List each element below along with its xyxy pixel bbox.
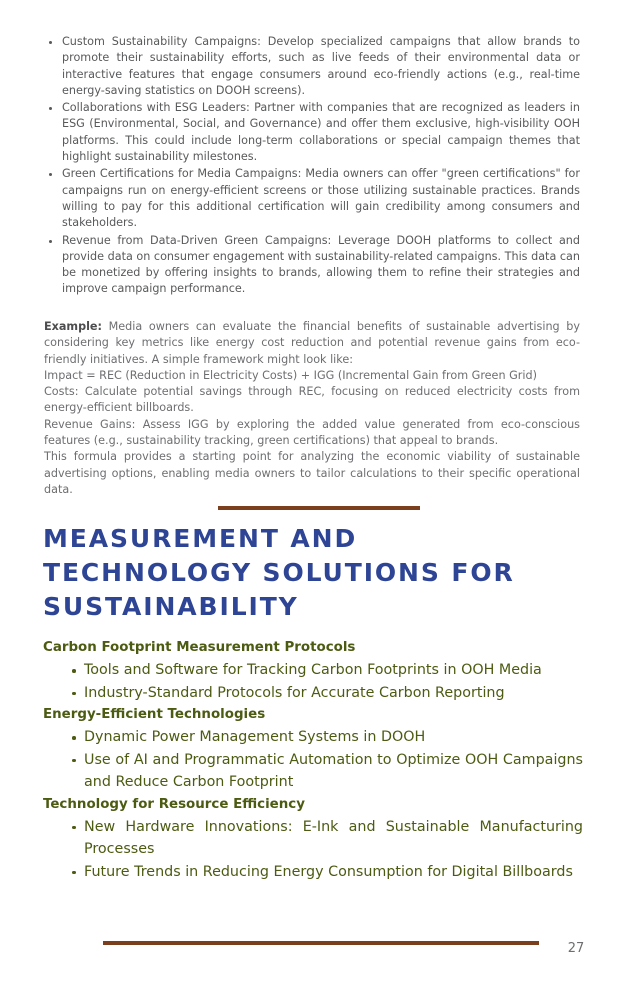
top-bullet-list	[44, 34, 580, 299]
example-line: This formula provides a starting point for analyzing the economic viability of sustainable advertising options, enabling media owners to tailor calculations to their specific operational data.	[44, 450, 580, 496]
section-bullet-list	[43, 659, 583, 704]
list-item: Green Certifications for Media Campaigns: Media owners can offer "green certifications" for campaigns run on energy-efficient screens or those utilizing sustainable practices. Brands willing to pay for this additional certification will gain credibility among consumers and stakeholders.	[44, 166, 580, 231]
list-item: Custom Sustainability Campaigns: Develop specialized campaigns that allow brands to promote their sustainability efforts, such as live feeds of their environmental data or interactive features that engage consumers around eco-friendly actions (e.g., real-time energy-saving statistics on DOOH screens).	[44, 34, 580, 99]
list-item: Revenue from Data-Driven Green Campaigns: Leverage DOOH platforms to collect and provide data on consumer engagement with sustainability-related campaigns. This data can be monetized by offering insights to brands, allowing them to refine their strategies and improve campaign performance.	[44, 233, 580, 298]
section-heading: Energy-Efficient Technologies	[43, 707, 266, 722]
example-lines	[44, 368, 580, 498]
footer-divider	[103, 941, 539, 945]
example-label: Example:	[44, 320, 102, 333]
page-title: MEASUREMENT AND TECHNOLOGY SOLUTIONS FOR SUSTAINABILITY	[43, 524, 515, 621]
section-bullet-list	[43, 726, 583, 794]
list-item: New Hardware Innovations: E-Ink and Sustainable Manufacturing Processes	[70, 816, 583, 861]
list-item: Industry-Standard Protocols for Accurate Carbon Reporting	[70, 682, 583, 705]
example-block	[44, 319, 580, 498]
example-line: Impact = REC (Reduction in Electricity Costs) + IGG (Incremental Gain from Green Grid)	[44, 368, 537, 382]
example-lead-paragraph	[44, 319, 580, 368]
list-item: Dynamic Power Management Systems in DOOH	[70, 726, 583, 749]
example-lead-text: Media owners can evaluate the financial benefits of sustainable advertising by considering key metrics like energy cost reduction and potential revenue gains from eco-friendly initiatives. A simple framework might look like:	[44, 320, 580, 366]
example-line: Revenue Gains: Assess IGG by exploring the added value generated from eco-conscious features (e.g., sustainability tracking, green certifications) that appeal to brands.	[44, 417, 580, 448]
section-heading: Carbon Footprint Measurement Protocols	[43, 640, 356, 655]
list-item: Tools and Software for Tracking Carbon Footprints in OOH Media	[70, 659, 583, 682]
example-line: Costs: Calculate potential savings through REC, focusing on reduced electricity costs from energy-efficient billboards.	[44, 385, 580, 415]
list-item: Future Trends in Reducing Energy Consumption for Digital Billboards	[70, 861, 583, 884]
section-bullet-list	[43, 816, 583, 884]
page-number: 27	[567, 941, 585, 956]
list-item: Use of AI and Programmatic Automation to Optimize OOH Campaigns and Reduce Carbon Footprint	[70, 749, 583, 794]
section-divider-top	[218, 506, 420, 510]
section-heading: Technology for Resource Efficiency	[43, 796, 305, 812]
list-item: Collaborations with ESG Leaders: Partner with companies that are recognized as leaders in ESG (Environmental, Social, and Governance) and offer them exclusive, high-visibility OOH platforms. This could include long-term collaborations or special campaign themes that highlight sustainability milestones.	[44, 100, 580, 165]
section-list	[43, 637, 583, 883]
